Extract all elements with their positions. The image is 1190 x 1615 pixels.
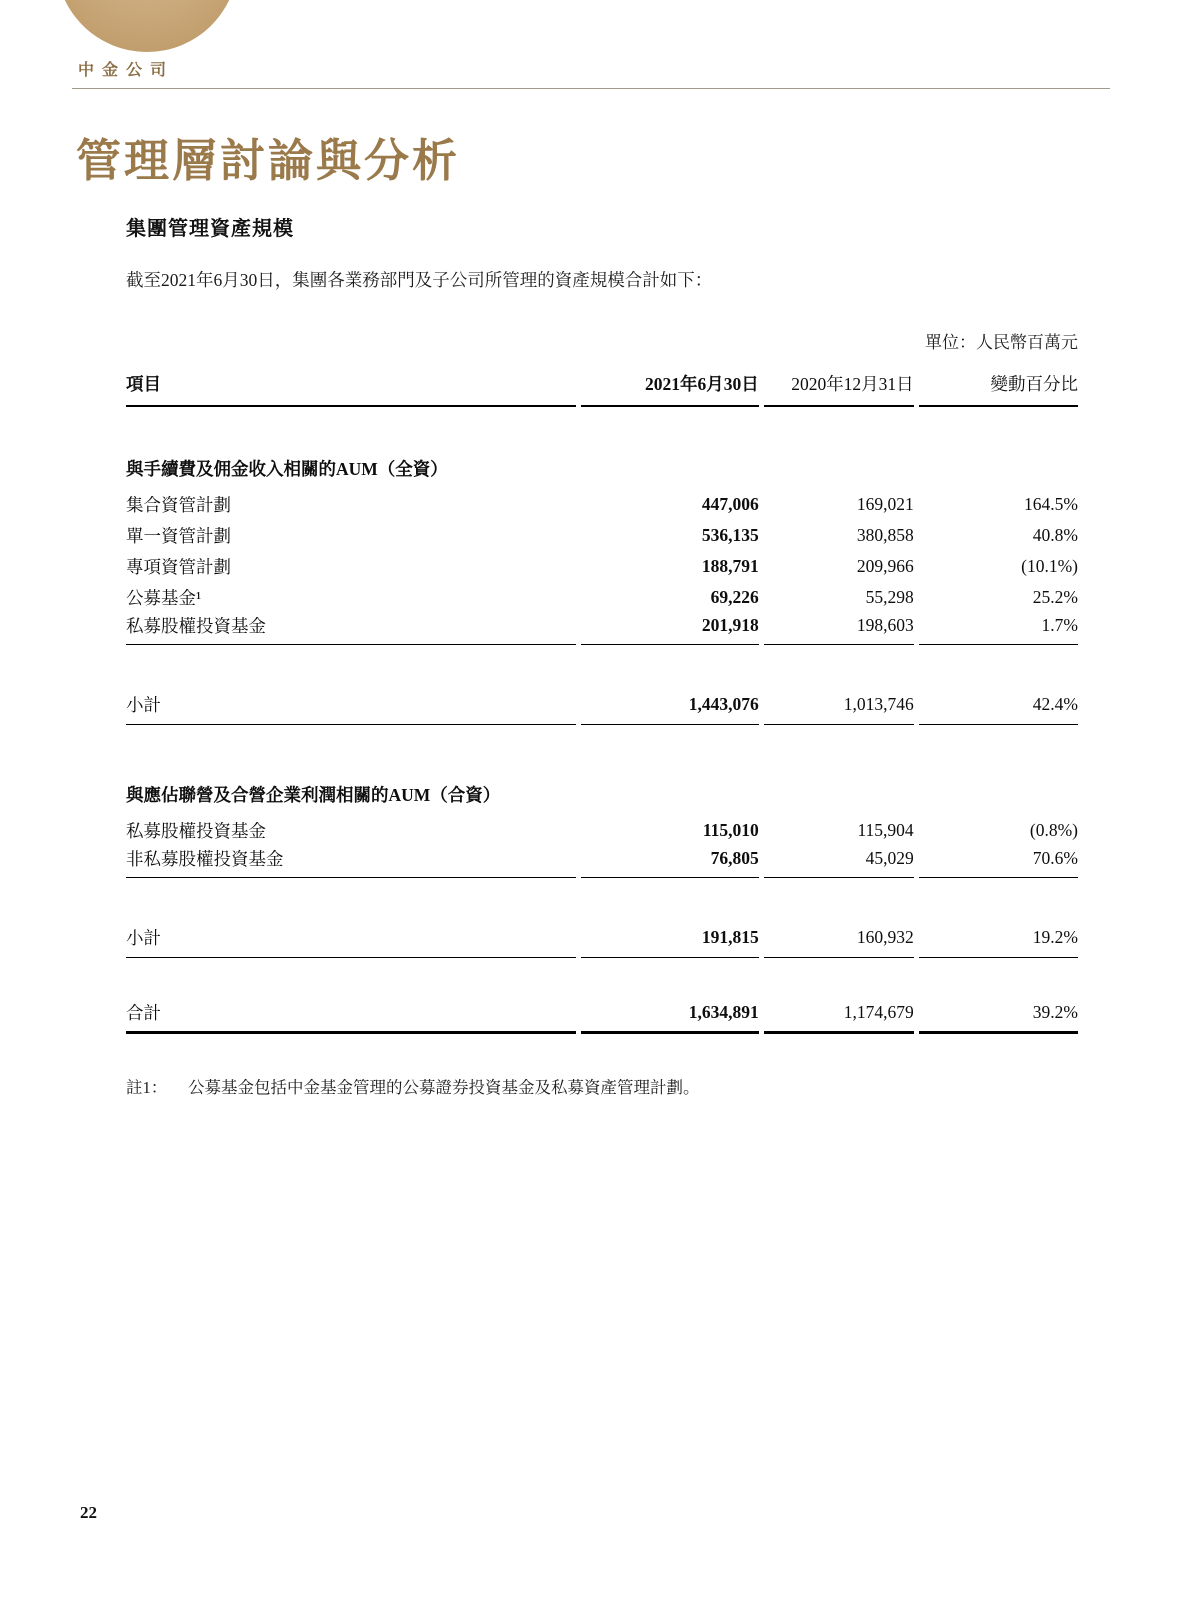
row-change: 70.6% [919,846,1078,878]
subtotal-label: 小計 [126,691,576,725]
footnote [126,1074,1078,1098]
group1-heading-row [126,447,1078,489]
row-change: 164.5% [1024,494,1078,514]
row-label: 非私募股權投資基金 [126,846,576,878]
subtotal-change: 42.4% [919,691,1078,725]
row-value-2021: 536,135 [701,525,759,545]
row-value-2020: 209,966 [856,556,914,576]
subtotal-value-2021: 1,443,076 [581,691,759,725]
total-change: 39.2% [919,1000,1078,1034]
column-header-2021: 2021年6月30日 [581,371,759,407]
row-value-2021: 447,006 [701,494,759,514]
row-change: (0.8%) [1029,820,1078,840]
spacer-row [126,645,1078,691]
row-value-2020: 169,021 [856,494,914,514]
subtotal-value-2021: 191,815 [581,924,759,958]
row-label: 私募股權投資基金 [126,613,576,645]
group1-subtotal-row [126,691,1078,725]
column-header-item: 項目 [126,371,576,407]
unit-note: 單位：人民幣百萬元 [925,333,1078,352]
total-value-2020: 1,174,679 [764,1000,914,1034]
group2-subtotal-row [126,924,1078,958]
subtotal-label: 小計 [126,924,576,958]
row-change: (10.1%) [1021,556,1078,576]
row-value-2020: 380,858 [856,525,914,545]
group2-heading-row [126,773,1078,815]
footnote-label: 註1： [126,1078,168,1097]
header-divider [72,88,1110,89]
row-value-2020: 45,029 [764,846,914,878]
section-heading: 集團管理資產規模 [126,218,294,240]
row-label: 集合資管計劃 [126,495,231,515]
company-logo-circle [56,0,238,52]
table-row [126,815,1078,846]
table-row [126,613,1078,645]
row-value-2020: 115,904 [857,820,914,840]
row-value-2021: 188,791 [701,556,759,576]
total-row [126,1000,1078,1034]
page-title: 管理層討論與分析 [76,136,461,187]
row-value-2021: 201,918 [581,613,759,645]
spacer-row [126,878,1078,924]
footnote-text: 公募基金包括中金基金管理的公募證券投資基金及私募資產管理計劃。 [188,1078,700,1097]
intro-text: 截至2021年6月30日，集團各業務部門及子公司所管理的資產規模合計如下： [126,270,713,290]
row-value-2021: 69,226 [710,587,759,607]
row-change: 1.7% [919,613,1078,645]
spacer-row [126,958,1078,1000]
row-change: 25.2% [1032,587,1078,607]
row-label: 單一資管計劃 [126,526,231,546]
row-label: 專項資管計劃 [126,557,231,577]
group1-heading: 與手續費及佣金收入相關的AUM（全資） [126,459,448,479]
table-row [126,582,1078,613]
table-row [126,551,1078,582]
row-label: 公募基金¹ [126,588,202,608]
total-value-2021: 1,634,891 [581,1000,759,1034]
row-label: 私募股權投資基金 [126,821,266,841]
row-value-2020: 55,298 [865,587,914,607]
spacer-row [126,725,1078,773]
subtotal-value-2020: 160,932 [764,924,914,958]
total-label: 合計 [126,1000,576,1034]
main-content [126,200,1078,1098]
table-row [126,846,1078,878]
page-number: 22 [80,1503,97,1522]
subtotal-value-2020: 1,013,746 [764,691,914,725]
row-value-2021: 115,010 [702,820,759,840]
table-header-row [126,371,1078,407]
subtotal-change: 19.2% [919,924,1078,958]
aum-table [121,371,1083,1034]
row-change: 40.8% [1032,525,1078,545]
column-header-change: 變動百分比 [919,371,1078,407]
group2-heading: 與應佔聯營及合營企業利潤相關的AUM（合資） [126,785,501,805]
company-name: 中金公司 [78,62,175,79]
table-row [126,520,1078,551]
row-value-2020: 198,603 [764,613,914,645]
row-value-2021: 76,805 [581,846,759,878]
column-header-2020: 2020年12月31日 [764,371,914,407]
spacer-row [126,407,1078,447]
table-row [126,489,1078,520]
